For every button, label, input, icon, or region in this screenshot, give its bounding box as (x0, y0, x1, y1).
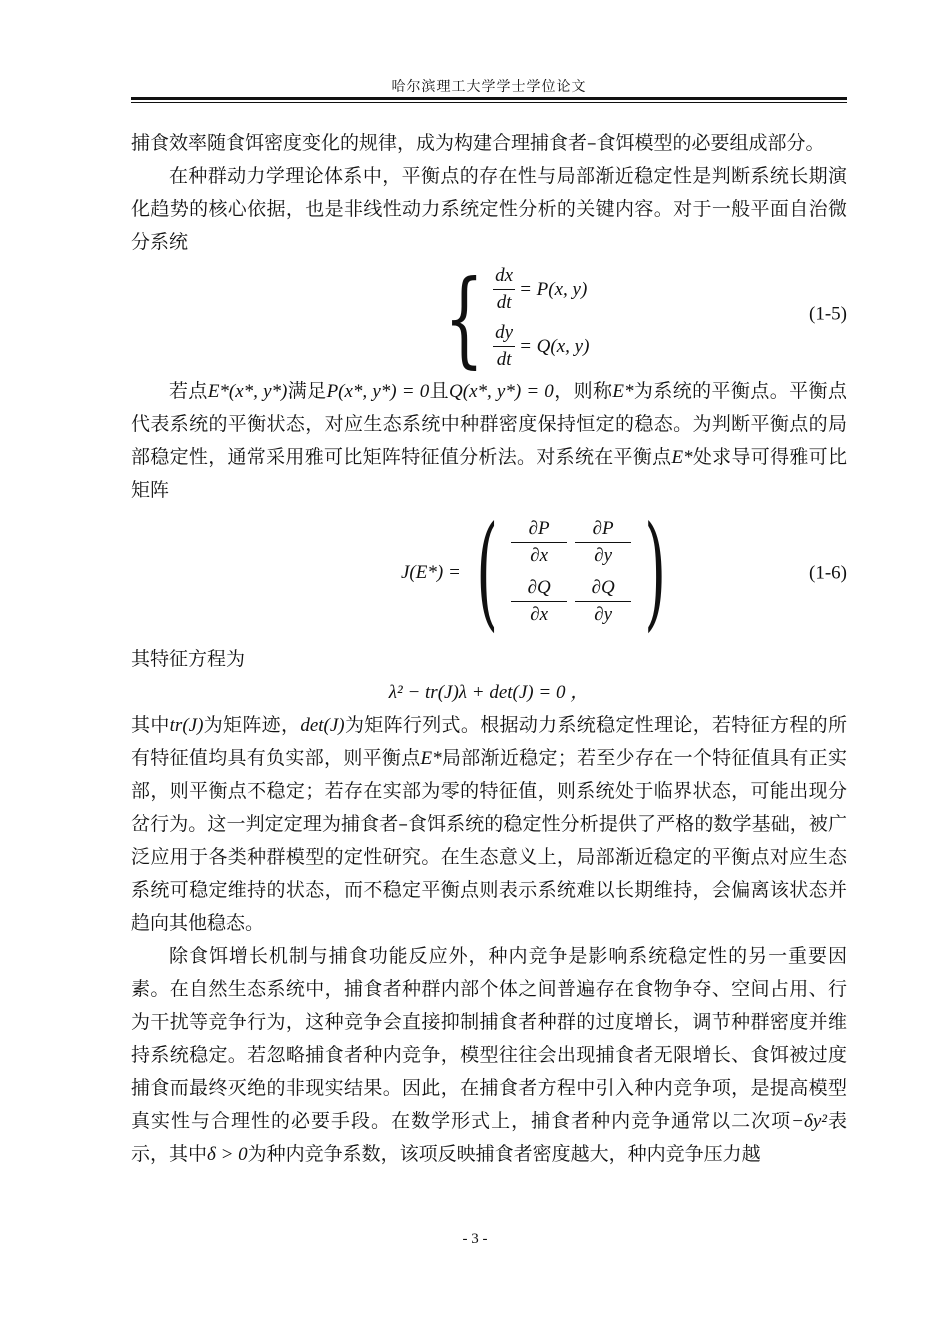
equilibrium-point: E*(x*, y*) (207, 381, 288, 402)
ode-row-y (493, 320, 589, 373)
dy-numerator: dy (493, 320, 515, 347)
a22-den: ∂y (594, 604, 613, 625)
p-zero-condition: P(x*, y*) = 0 (326, 381, 430, 402)
p5-text-1: 其中 (131, 714, 170, 736)
p5-text-3: 为矩阵行列式。根据动力系统稳定性理论，若特征方程的所有特征值均具有负实部，则平衡点 (131, 714, 847, 769)
p3-text-6: 处求导可得雅可比矩阵 (131, 446, 847, 501)
p3-text-1: 若点 (169, 380, 208, 402)
jacobian-lhs: J(E*) = (401, 561, 461, 583)
page-number: - 3 - (462, 1231, 488, 1247)
e-star: E* (612, 381, 634, 402)
a21-den: ∂x (530, 604, 549, 625)
left-paren: ( (476, 500, 498, 644)
a22-num: ∂Q (575, 575, 631, 602)
dx-numerator: dx (493, 263, 515, 290)
equation-number-1-5: (1-5) (809, 303, 847, 325)
ode-rhs-p: = P(x, y) (519, 279, 588, 300)
p5-text-2: 为矩阵迹， (203, 714, 301, 736)
a12-num: ∂P (575, 516, 631, 543)
trace-j: tr(J) (169, 715, 204, 736)
ode-rhs-q: = Q(x, y) (519, 336, 590, 357)
paragraph-3 (131, 375, 847, 507)
p6-text-2: 表示，其中 (131, 1110, 847, 1165)
right-paren: ) (644, 500, 667, 644)
paragraph-2: 在种群动力学理论体系中，平衡点的存在性与局部渐近稳定性是判断系统长期演化趋势的核心依据，也是非线性动力系统定性分析的关键内容。对于一般平面自治微分系统 (131, 165, 847, 253)
e-star-3: E* (420, 748, 442, 769)
dt-denominator: dt (496, 292, 512, 313)
body-text (131, 127, 847, 1171)
e-star-2: E* (671, 447, 693, 468)
p6-text-3: 为种内竞争系数，该项反映捕食者密度越大，种内竞争压力越 (247, 1143, 761, 1165)
a11-num: ∂P (511, 516, 567, 543)
paragraph-4: 其特征方程为 (131, 648, 246, 670)
p6-text-1: 除食饵增长机制与捕食功能反应外，种内竞争是影响系统稳定性的另一重要因素。在自然生态系统中，捕食者种群内部个体之间普遍存在食物争夺、空间占用、行为干扰等竞争行为，这种竞争会直接抑制捕食者种群的过度增长，调节种群密度并维持系统稳定。若忽略捕食者种内竞争，模型往往会出现捕食者无限增长、食饵被过度捕食而最终灭绝的非现实结果。因此，在捕食者方程中引入种内竞争项，是提高模型真实性与合理性的必要手段。在数学形式上，捕食者种内竞争通常以二次项 (131, 945, 847, 1132)
delta-positive: δ > 0 (207, 1144, 248, 1165)
q-zero-condition: Q(x*, y*) = 0 (449, 381, 554, 402)
p3-text-2: 满足 (287, 380, 327, 402)
det-j: det(J) (300, 715, 345, 736)
p3-text-5: 为系统的平衡点。平衡点代表系统的平衡状态，对应生态系统中种群密度保持恒定的稳态。为判断平衡点的局部稳定性，通常采用雅可比矩阵特征值分析法。对系统在平衡点 (131, 380, 847, 468)
a11-den: ∂x (530, 545, 549, 566)
running-header: 哈尔滨理工大学学士学位论文 (391, 79, 587, 95)
paragraph-1: 捕食效率随食饵密度变化的规律，成为构建合理捕食者–食饵模型的必要组成部分。 (131, 132, 825, 154)
p3-text-3: 且 (429, 380, 450, 402)
competition-term: −δy² (791, 1111, 827, 1132)
header-rule-thick (131, 97, 847, 100)
a12-den: ∂y (594, 545, 613, 566)
jacobian-matrix (401, 500, 680, 644)
header-rule-thin (131, 102, 847, 103)
equation-number-1-6: (1-6) (809, 562, 847, 584)
characteristic-equation: λ² − tr(J)λ + det(J) = 0 ， (388, 682, 590, 703)
ode-row-x (493, 263, 589, 316)
a21-num: ∂Q (511, 575, 567, 602)
paragraph-6 (131, 940, 847, 1171)
ode-system (431, 257, 590, 379)
equation-1-5 (131, 257, 847, 379)
paragraph-5 (131, 709, 847, 940)
p3-text-4: ，则称 (553, 380, 613, 402)
p5-text-4: 局部渐近稳定；若至少存在一个特征值具有正实部，则平衡点不稳定；若存在实部为零的特征值，则系统处于临界状态，可能出现分岔行为。这一判定定理为捕食者–食饵系统的稳定性分析提供了严格的数学基础，被广泛应用于各类种群模型的定性研究。在生态意义上，局部渐近稳定的平衡点对应生态系统可稳定维持的状态，而不稳定平衡点则表示系统难以长期维持，会偏离该状态并趋向其他稳态。 (131, 747, 847, 934)
left-brace: { (444, 257, 484, 379)
equation-1-6 (131, 500, 847, 644)
dt-denominator-2: dt (496, 349, 512, 370)
